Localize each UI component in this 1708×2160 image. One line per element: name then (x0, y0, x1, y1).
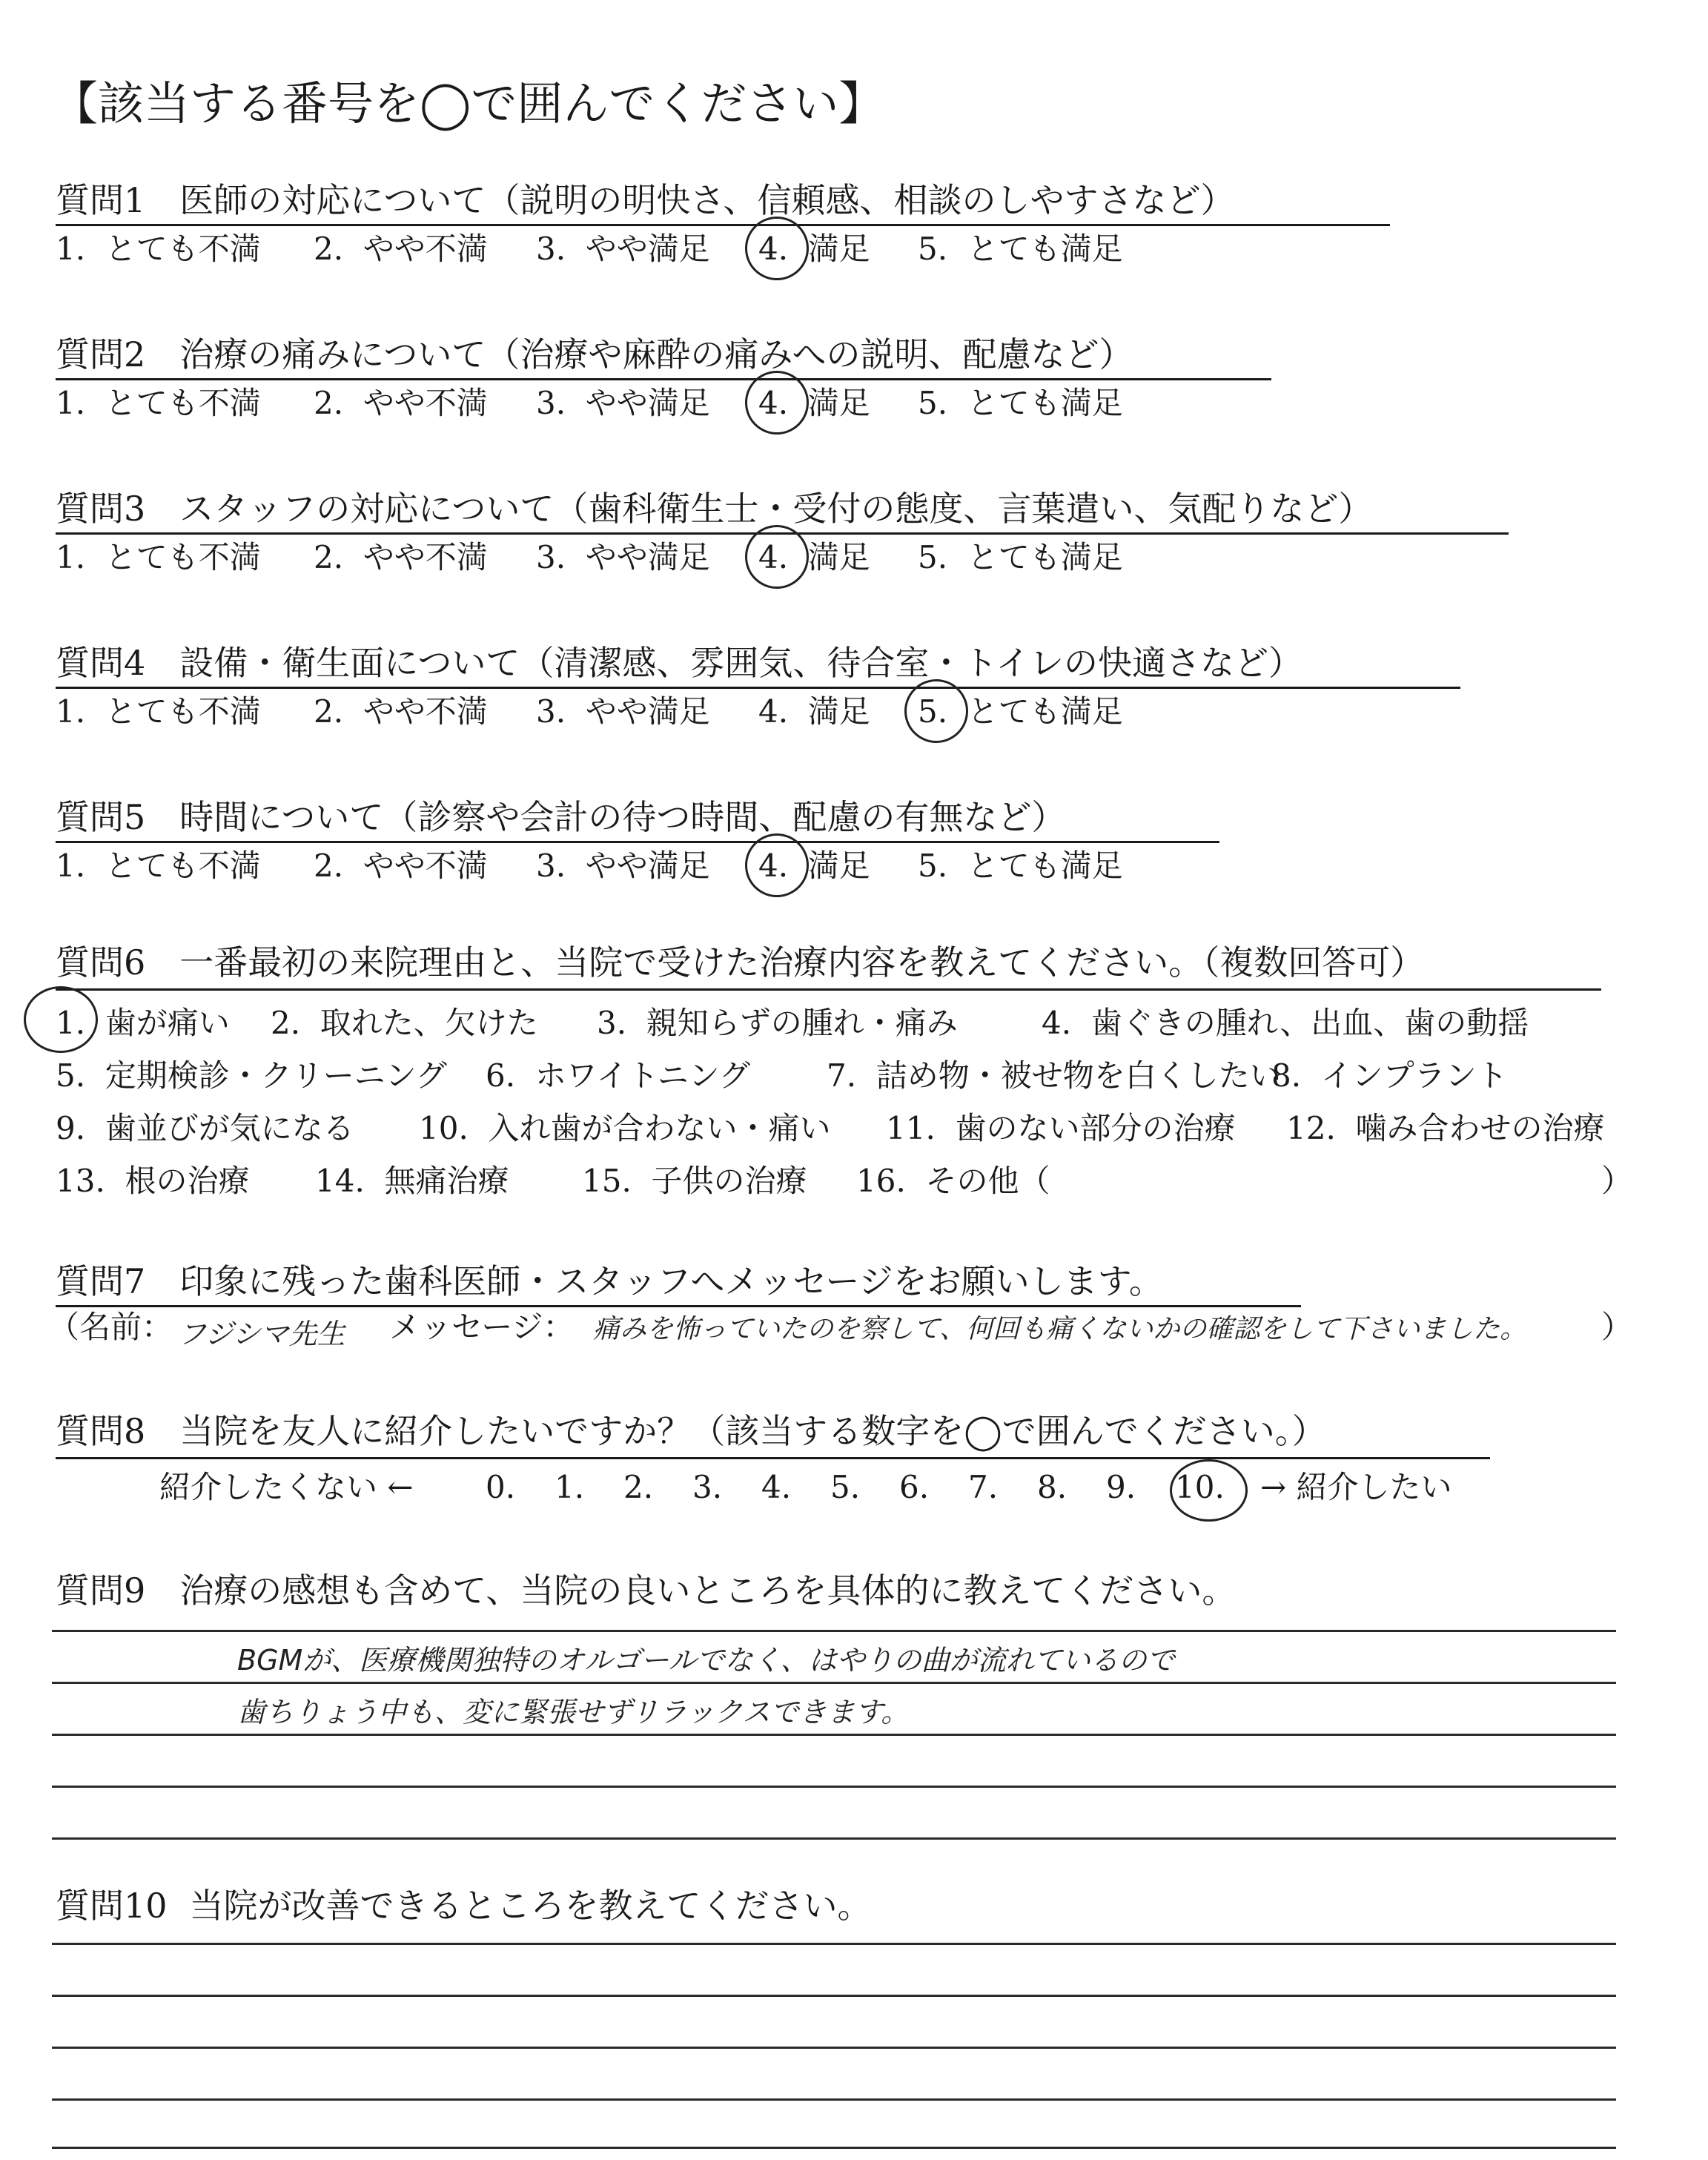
question-9-heading (56, 1568, 1236, 1613)
question-number: 質問6 (56, 942, 146, 982)
option-14[interactable]: 14. 無痛治療 (315, 1163, 509, 1199)
answer-line (52, 1837, 1616, 1840)
option-4[interactable]: 4. 満足 (758, 231, 870, 267)
option-2[interactable]: 2. やや不満 (314, 539, 488, 575)
option-3[interactable]: 3. 親知らずの腫れ・痛み (597, 1005, 958, 1041)
option-5[interactable]: 5. とても満足 (918, 539, 1123, 575)
q8-scale (486, 1467, 1244, 1508)
option-3[interactable]: 3. やや満足 (536, 231, 710, 267)
scale-value-6[interactable]: 6. (899, 1469, 930, 1505)
scale-value-5[interactable]: 5. (830, 1469, 861, 1505)
option-2[interactable]: 2. やや不満 (314, 231, 488, 267)
question-text: 印象に残った歯科医師・スタッフへメッセージをお願いします。 (179, 1261, 1163, 1301)
question-6-heading (56, 940, 1424, 985)
question-text: 医師の対応について（説明の明快さ、信頼感、相談のしやすさなど） (179, 180, 1235, 220)
scale-value-0[interactable]: 0. (486, 1469, 516, 1505)
question-6-underline (56, 988, 1601, 991)
option-5[interactable]: 5. とても満足 (918, 385, 1123, 421)
scale-value-2[interactable]: 2. (623, 1469, 654, 1505)
q6-row-4 (56, 1160, 1050, 1202)
option-15[interactable]: 15. 子供の治療 (582, 1163, 807, 1199)
question-text: 治療の感想も含めて、当院の良いところを具体的に教えてください。 (179, 1571, 1237, 1611)
selection-circle (1170, 1459, 1248, 1522)
option-3[interactable]: 3. やや満足 (536, 693, 710, 730)
question-4-options (56, 691, 1140, 733)
question-text: 一番最初の来院理由と、当院で受けた治療内容を教えてください。（複数回答可） (179, 942, 1425, 982)
scale-value-7[interactable]: 7. (968, 1469, 999, 1505)
selection-circle (745, 525, 809, 589)
question-3-heading (56, 486, 1372, 531)
question-7-underline (56, 1305, 1301, 1307)
answer-line (52, 1682, 1616, 1684)
option-2[interactable]: 2. 取れた、欠けた (271, 1005, 538, 1041)
answer-line (52, 1734, 1616, 1736)
question-number: 質問10 (56, 1886, 168, 1926)
question-5-underline (56, 841, 1219, 843)
option-16[interactable]: 16. その他（ (856, 1163, 1050, 1199)
option-11[interactable]: 11. 歯のない部分の治療 (886, 1110, 1236, 1146)
option-7[interactable]: 7. 詰め物・被せ物を白くしたい (827, 1057, 1281, 1094)
question-5-heading (56, 795, 1065, 839)
option-1[interactable]: 1. とても不満 (56, 848, 261, 884)
scale-value-3[interactable]: 3. (692, 1469, 723, 1505)
selection-circle (904, 679, 968, 743)
question-4-underline (56, 687, 1460, 689)
option-2[interactable]: 2. やや不満 (314, 385, 488, 421)
option-2[interactable]: 2. やや不満 (314, 848, 488, 884)
scale-value-4[interactable]: 4. (761, 1469, 792, 1505)
question-8-heading (56, 1409, 1326, 1453)
answer-line (52, 1995, 1616, 1997)
question-3-options (56, 537, 1140, 578)
question-number: 質問3 (56, 489, 146, 529)
option-4[interactable]: 4. 歯ぐきの腫れ、出血、歯の動揺 (1042, 1005, 1529, 1041)
page-title: 【該当する番号を◯で囲んでください】 (52, 76, 885, 131)
option-2[interactable]: 2. やや不満 (314, 693, 488, 730)
option-1[interactable]: 1. とても不満 (56, 693, 261, 730)
scale-value-8[interactable]: 8. (1037, 1469, 1068, 1505)
scale-value-10[interactable]: 10. (1175, 1469, 1225, 1505)
question-4-heading (56, 641, 1302, 685)
q7-message-handwritten: 痛みを怖っていたのを察して、何回も痛くないかの確認をして下さいました。 (593, 1314, 1527, 1344)
option-10[interactable]: 10. 入れ歯が合わない・痛い (419, 1110, 831, 1146)
q7-message-label: メッセージ： (389, 1309, 575, 1345)
q9-answer-line-2: 歯ちりょう中も、変に緊張せずリラックスできます。 (237, 1696, 910, 1728)
option-4[interactable]: 4. 満足 (758, 385, 870, 421)
question-7-heading (56, 1259, 1163, 1304)
question-number: 質問4 (56, 643, 146, 683)
option-6[interactable]: 6. ホワイトニング (486, 1057, 750, 1094)
option-1[interactable]: 1. とても不満 (56, 231, 261, 267)
q6-row-1 (56, 1003, 1598, 1044)
answer-line (52, 1943, 1616, 1945)
question-text: 当院が改善できるところを教えてください。 (189, 1886, 872, 1926)
question-text: 時間について（診察や会計の待つ時間、配慮の有無など） (179, 797, 1066, 837)
question-1-options (56, 228, 1140, 270)
question-2-underline (56, 378, 1271, 380)
question-number: 質問8 (56, 1411, 146, 1451)
question-text: スタッフの対応について（歯科衛生士・受付の態度、言葉遣い、気配りなど） (179, 489, 1373, 529)
option-13[interactable]: 13. 根の治療 (56, 1163, 250, 1199)
option-5[interactable]: 5. とても満足 (918, 848, 1123, 884)
question-number: 質問7 (56, 1261, 146, 1301)
question-1-underline (56, 224, 1390, 226)
answer-line (52, 1786, 1616, 1788)
answer-line (52, 2098, 1616, 2101)
selection-circle (24, 986, 98, 1053)
question-number: 質問9 (56, 1571, 146, 1611)
option-3[interactable]: 3. やや満足 (536, 848, 710, 884)
answer-line (52, 2047, 1616, 2049)
option-3[interactable]: 3. やや満足 (536, 539, 710, 575)
option-3[interactable]: 3. やや満足 (536, 385, 710, 421)
question-number: 質問2 (56, 334, 146, 374)
question-text: 治療の痛みについて（治療や麻酔の痛みへの説明、配慮など） (179, 334, 1133, 374)
q8-right-label: → 紹介したい (1260, 1469, 1452, 1505)
answer-line (52, 2147, 1616, 2149)
option-1[interactable]: 1. とても不満 (56, 385, 261, 421)
option-4[interactable]: 4. 満足 (758, 848, 870, 884)
option-5[interactable]: 5. 定期検診・クリーニング (56, 1057, 447, 1094)
question-2-heading (56, 332, 1133, 377)
option-5[interactable]: 5. とても満足 (918, 231, 1123, 267)
q9-answer-line-1: BGMが、医療機関独特のオルゴールでなく、はやりの曲が流れているので (237, 1644, 1175, 1677)
q6-row-3 (56, 1108, 1605, 1149)
q6-row-2 (56, 1055, 1508, 1097)
q8-left-label: 紹介したくない ← (159, 1469, 414, 1505)
q7-name-label: （名前： (48, 1309, 173, 1345)
option-1[interactable]: 1. とても不満 (56, 539, 261, 575)
question-1-heading (56, 178, 1235, 222)
scale-value-9[interactable]: 9. (1106, 1469, 1136, 1505)
q7-name-handwritten: フジシマ先生 (178, 1318, 345, 1350)
question-10-heading (56, 1883, 872, 1928)
option-8[interactable]: 8. インプラント (1271, 1057, 1508, 1094)
q7-close-paren: ） (1601, 1309, 1633, 1345)
question-8-underline (56, 1457, 1490, 1459)
option-4[interactable]: 4. 満足 (758, 693, 870, 730)
option-12[interactable]: 12. 噛み合わせの治療 (1286, 1110, 1605, 1146)
selection-circle (745, 217, 809, 280)
option-5[interactable]: 5. とても満足 (918, 693, 1123, 730)
selection-circle (745, 371, 809, 435)
question-text: 当院を友人に紹介したいですか？（該当する数字を◯で囲んでください。） (179, 1411, 1326, 1451)
question-text: 設備・衛生面について（清潔感、雰囲気、待合室・トイレの快適さなど） (179, 643, 1303, 683)
question-number: 質問5 (56, 797, 146, 837)
option-9[interactable]: 9. 歯並びが気になる (56, 1110, 354, 1146)
selection-circle (745, 833, 809, 897)
scale-value-1[interactable]: 1. (555, 1469, 585, 1505)
option-1[interactable]: 1. 歯が痛い (56, 1005, 230, 1041)
other-close-paren: ） (1601, 1163, 1633, 1199)
option-4[interactable]: 4. 満足 (758, 539, 870, 575)
question-2-options (56, 383, 1140, 424)
question-5-options (56, 845, 1140, 887)
question-number: 質問1 (56, 180, 146, 220)
answer-line (52, 1630, 1616, 1632)
